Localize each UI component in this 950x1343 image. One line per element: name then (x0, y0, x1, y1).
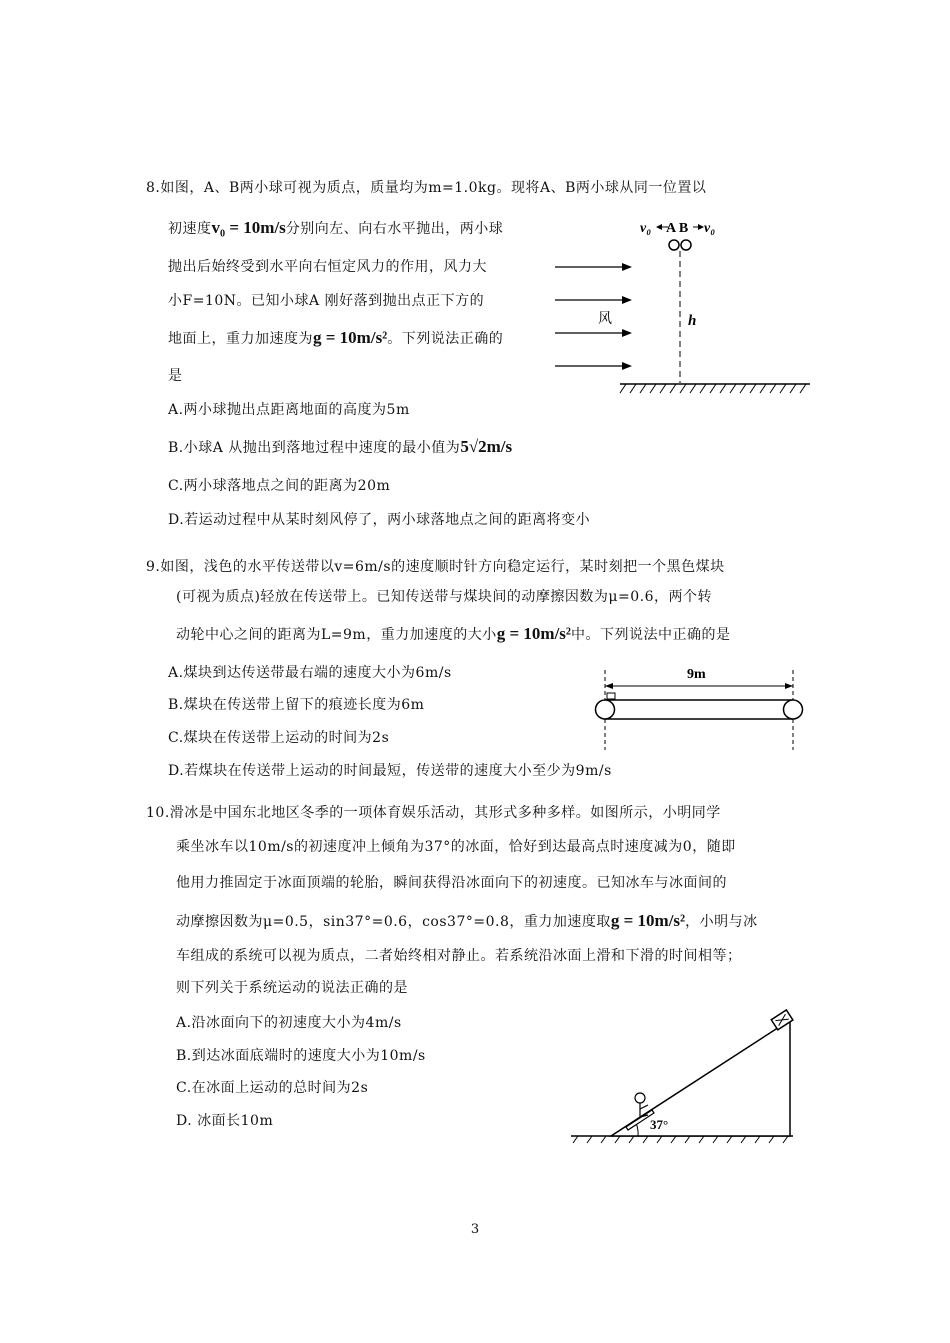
q8-stem-line-1: 8.如图，A、B两小球可视为质点，质量均为m=1.0kg。现将A、B两小球从同一位置以 (146, 180, 707, 196)
q8-stem-line-2 (168, 218, 503, 239)
q9-stem-text: 动轮中心之间的距离为L=9m，重力加速度的大小 (176, 627, 497, 643)
q8-stem-text: 地面上，重力加速度为 (168, 331, 313, 347)
q8-fig-v0-left: v₀ (640, 221, 652, 236)
q9-stem-line-1: 9.如图，浅色的水平传送带以v=6m/s的速度顺时针方向稳定运行，某时刻把一个黑色煤块 (146, 559, 725, 575)
q8-min-speed-formula: 5√2m/s (460, 437, 513, 456)
q8-stem-text: 。下列说法正确的 (387, 331, 504, 347)
q9-figure (590, 660, 815, 755)
q10-fig-angle-label: 37° (650, 1117, 669, 1132)
q9-stem-line-3 (176, 624, 731, 645)
q8-fig-ball-b (681, 240, 691, 250)
q8-figure (550, 215, 820, 400)
q8-fig-ground-hatching (620, 384, 806, 393)
q10-option-b: B.到达冰面底端时的速度大小为10m/s (176, 1048, 426, 1064)
q10-stem-line-6: 则下列关于系统运动的说法正确的是 (176, 980, 408, 996)
q8-option-a: A.两小球抛出点距离地面的高度为5m (168, 402, 410, 418)
q9-option-b: B.煤块在传送带上留下的痕迹长度为6m (168, 697, 425, 713)
q10-option-a: A.沿冰面向下的初速度大小为4m/s (176, 1015, 402, 1031)
q9-fig-right-wheel (784, 700, 803, 719)
page-number: 3 (470, 1222, 480, 1237)
q8-stem-line-5 (168, 328, 503, 349)
q10-option-c: C.在冰面上运动的总时间为2s (176, 1080, 369, 1096)
q8-stem-line-6: 是 (168, 368, 183, 384)
q9-fig-length-label: 9m (687, 667, 706, 682)
q8-fig-wind-arrowhead (622, 362, 632, 370)
q9-option-d: D.若煤块在传送带上运动的时间最短，传送带的速度大小至少为9m/s (168, 763, 612, 779)
q9-stem-text: 中。下列说法中正确的是 (571, 627, 731, 643)
q8-option-c: C.两小球落地点之间的距离为20m (168, 478, 391, 494)
q8-fig-ab-label: A B (666, 221, 689, 236)
q10-stem-line-3: 他用力推固定于冰面顶端的轮胎，瞬间获得沿冰面向下的初速度。已知冰车与冰面间的 (176, 875, 727, 891)
q8-fig-ball-a (669, 240, 679, 250)
q10-stem-line-4 (176, 911, 758, 932)
q8-fig-wind-arrowhead (622, 263, 632, 271)
q9-stem-line-2: (可视为质点)轻放在传送带上。已知传送带与煤块间的动摩擦因数为μ=0.6，两个转 (176, 589, 713, 605)
q10-stem-line-5: 车组成的系统可以视为质点，二者始终相对静止。若系统沿冰面上滑和下滑的时间相等； (176, 948, 742, 964)
q9-fig-dimension-arrow-left (605, 683, 613, 689)
q8-fig-left-arrowhead (656, 224, 662, 230)
q8-stem-line-4: 小F=10N。已知小球A 刚好落到抛出点正下方的 (168, 293, 485, 309)
q10-stem-line-2: 乘坐冰车以10m/s的初速度冲上倾角为37°的冰面，恰好到达最高点时速度减为0，随即 (176, 839, 736, 855)
q8-initial-velocity-formula: v₀ = 10m/s (211, 218, 286, 237)
q8-fig-h-label: h (688, 313, 697, 329)
q9-fig-dimension-arrow-right (785, 683, 793, 689)
q8-gravity-formula: g = 10m/s² (313, 328, 388, 347)
q9-fig-coal-block (607, 693, 615, 699)
q8-stem-text: 初速度 (168, 221, 212, 237)
q8-fig-wind-arrowhead (622, 296, 632, 304)
q10-stem-text: ，小明与冰 (685, 914, 758, 930)
q8-fig-wind-arrows (555, 263, 632, 370)
q8-fig-wind-arrowhead (622, 329, 632, 337)
q10-stem-line-1: 10.滑冰是中国东北地区冬季的一项体育娱乐活动，其形式多种多样。如图所示，小明同学 (146, 805, 721, 821)
q8-fig-v0-right: v₀ (704, 221, 716, 236)
q9-option-a: A.煤块到达传送带最右端的速度大小为6m/s (168, 665, 452, 681)
q10-option-d: D. 冰面长10m (176, 1113, 274, 1129)
q8-option-d: D.若运动过程中从某时刻风停了，两小球落地点之间的距离将变小 (168, 512, 591, 528)
q8-fig-wind-label: 风 (598, 311, 612, 327)
q9-fig-left-wheel (596, 700, 615, 719)
q10-gravity-formula: g = 10m/s² (610, 911, 686, 930)
q10-fig-ground-hatching (573, 1136, 788, 1143)
q9-gravity-formula: g = 10m/s² (496, 624, 572, 643)
q8-stem-text: 分别向左、向右水平抛出，两小球 (285, 221, 504, 237)
q9-option-c: C.煤块在传送带上运动的时间为2s (168, 730, 390, 746)
q10-stem-text: 动摩擦因数为μ=0.5，sin37°=0.6，cos37°=0.8，重力加速度取 (176, 914, 611, 930)
q8-stem-line-3: 抛出后始终受到水平向右恒定风力的作用，风力大 (168, 259, 487, 275)
q10-figure (568, 1005, 798, 1150)
q8-option-b (168, 437, 512, 458)
q8-option-b-text: B.小球A 从抛出到落地过程中速度的最小值为 (168, 440, 461, 456)
